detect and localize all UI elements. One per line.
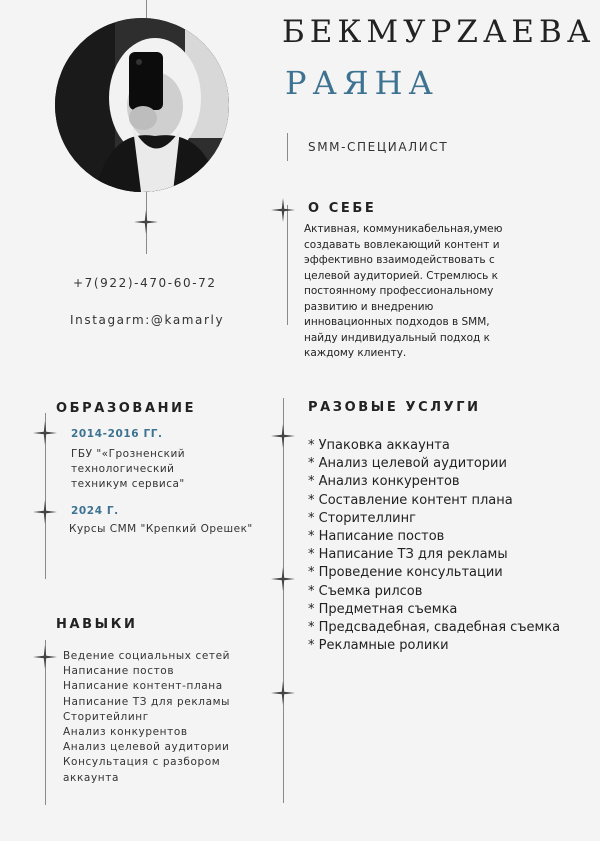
list-item: * Съемка рилсов: [308, 583, 423, 599]
list-item: * Составление контент плана: [308, 492, 513, 508]
education-course: Курсы СММ "Крепкий Орешек": [69, 523, 253, 535]
list-item: * Проведение консультации: [308, 565, 503, 581]
services-list: [308, 437, 560, 655]
list-item: * Предсвадебная, свадебная съемка: [308, 620, 561, 636]
sparkle-icon: [134, 210, 158, 234]
skills-heading: НАВЫКИ: [56, 617, 138, 632]
sparkle-icon: [33, 500, 57, 524]
list-item: * Написание ТЗ для рекламы: [308, 547, 508, 563]
list-item: Написание постов: [63, 665, 175, 678]
list-item: Написание контент-плана: [63, 680, 223, 693]
first-name: РАЯНА: [285, 64, 439, 102]
sparkle-icon: [271, 198, 295, 222]
instagram-handle[interactable]: Instagarm:@kamarly: [70, 313, 225, 327]
list-item: * Рекламные ролики: [308, 638, 449, 654]
surname: БЕКМУРZАЕВА: [282, 14, 596, 50]
list-item: * Упаковка аккаунта: [308, 438, 450, 453]
skills-list: [63, 649, 230, 786]
divider-line: [287, 133, 288, 161]
sparkle-icon: [271, 424, 295, 448]
sparkle-icon: [33, 421, 57, 445]
sparkle-icon: [33, 645, 57, 669]
education-years: 2024 Г.: [71, 505, 119, 517]
phone-number[interactable]: +7(922)-470-60-72: [73, 276, 217, 290]
list-item: аккаунта: [63, 771, 119, 784]
education-heading: ОБРАЗОВАНИЕ: [56, 401, 197, 416]
list-item: Анализ конкурентов: [63, 726, 188, 739]
list-item: Написание ТЗ для рекламы: [63, 695, 231, 708]
list-item: * Предметная съемка: [308, 601, 458, 617]
list-item: * Анализ конкурентов: [308, 474, 460, 490]
sparkle-icon: [271, 567, 295, 591]
list-item: * Сторителлинг: [308, 510, 416, 526]
list-item: Консультация с разбором: [63, 756, 221, 769]
sparkle-icon: [271, 681, 295, 705]
list-item: * Написание постов: [308, 529, 445, 545]
list-item: Анализ целевой аудитории: [63, 741, 230, 754]
education-institution: ГБУ "«Грозненский технологический техникум сервиса": [71, 448, 186, 490]
divider-line: [283, 398, 284, 803]
job-title: SMM-СПЕЦИАЛИСТ: [308, 140, 449, 154]
about-text: Активная, коммуникабельная,умею создавать вовлекающий контент и эффективно взаимодействовать с целевой аудиторией. Стремлюсь к постоянному профессиональному развитию и внедрению инновационных подходов в SMM, найду индивидуальный подход к каждому клиенту.: [304, 223, 503, 359]
list-item: Ведение социальных сетей: [63, 650, 231, 662]
about-heading: О СЕБЕ: [308, 201, 377, 216]
divider-line: [287, 205, 288, 325]
education-years: 2014-2016 ГГ.: [71, 428, 163, 440]
profile-photo: [55, 18, 229, 192]
list-item: Сторитейлинг: [63, 710, 149, 723]
list-item: * Анализ целевой аудитории: [308, 456, 507, 472]
services-heading: РАЗОВЫЕ УСЛУГИ: [308, 400, 481, 415]
